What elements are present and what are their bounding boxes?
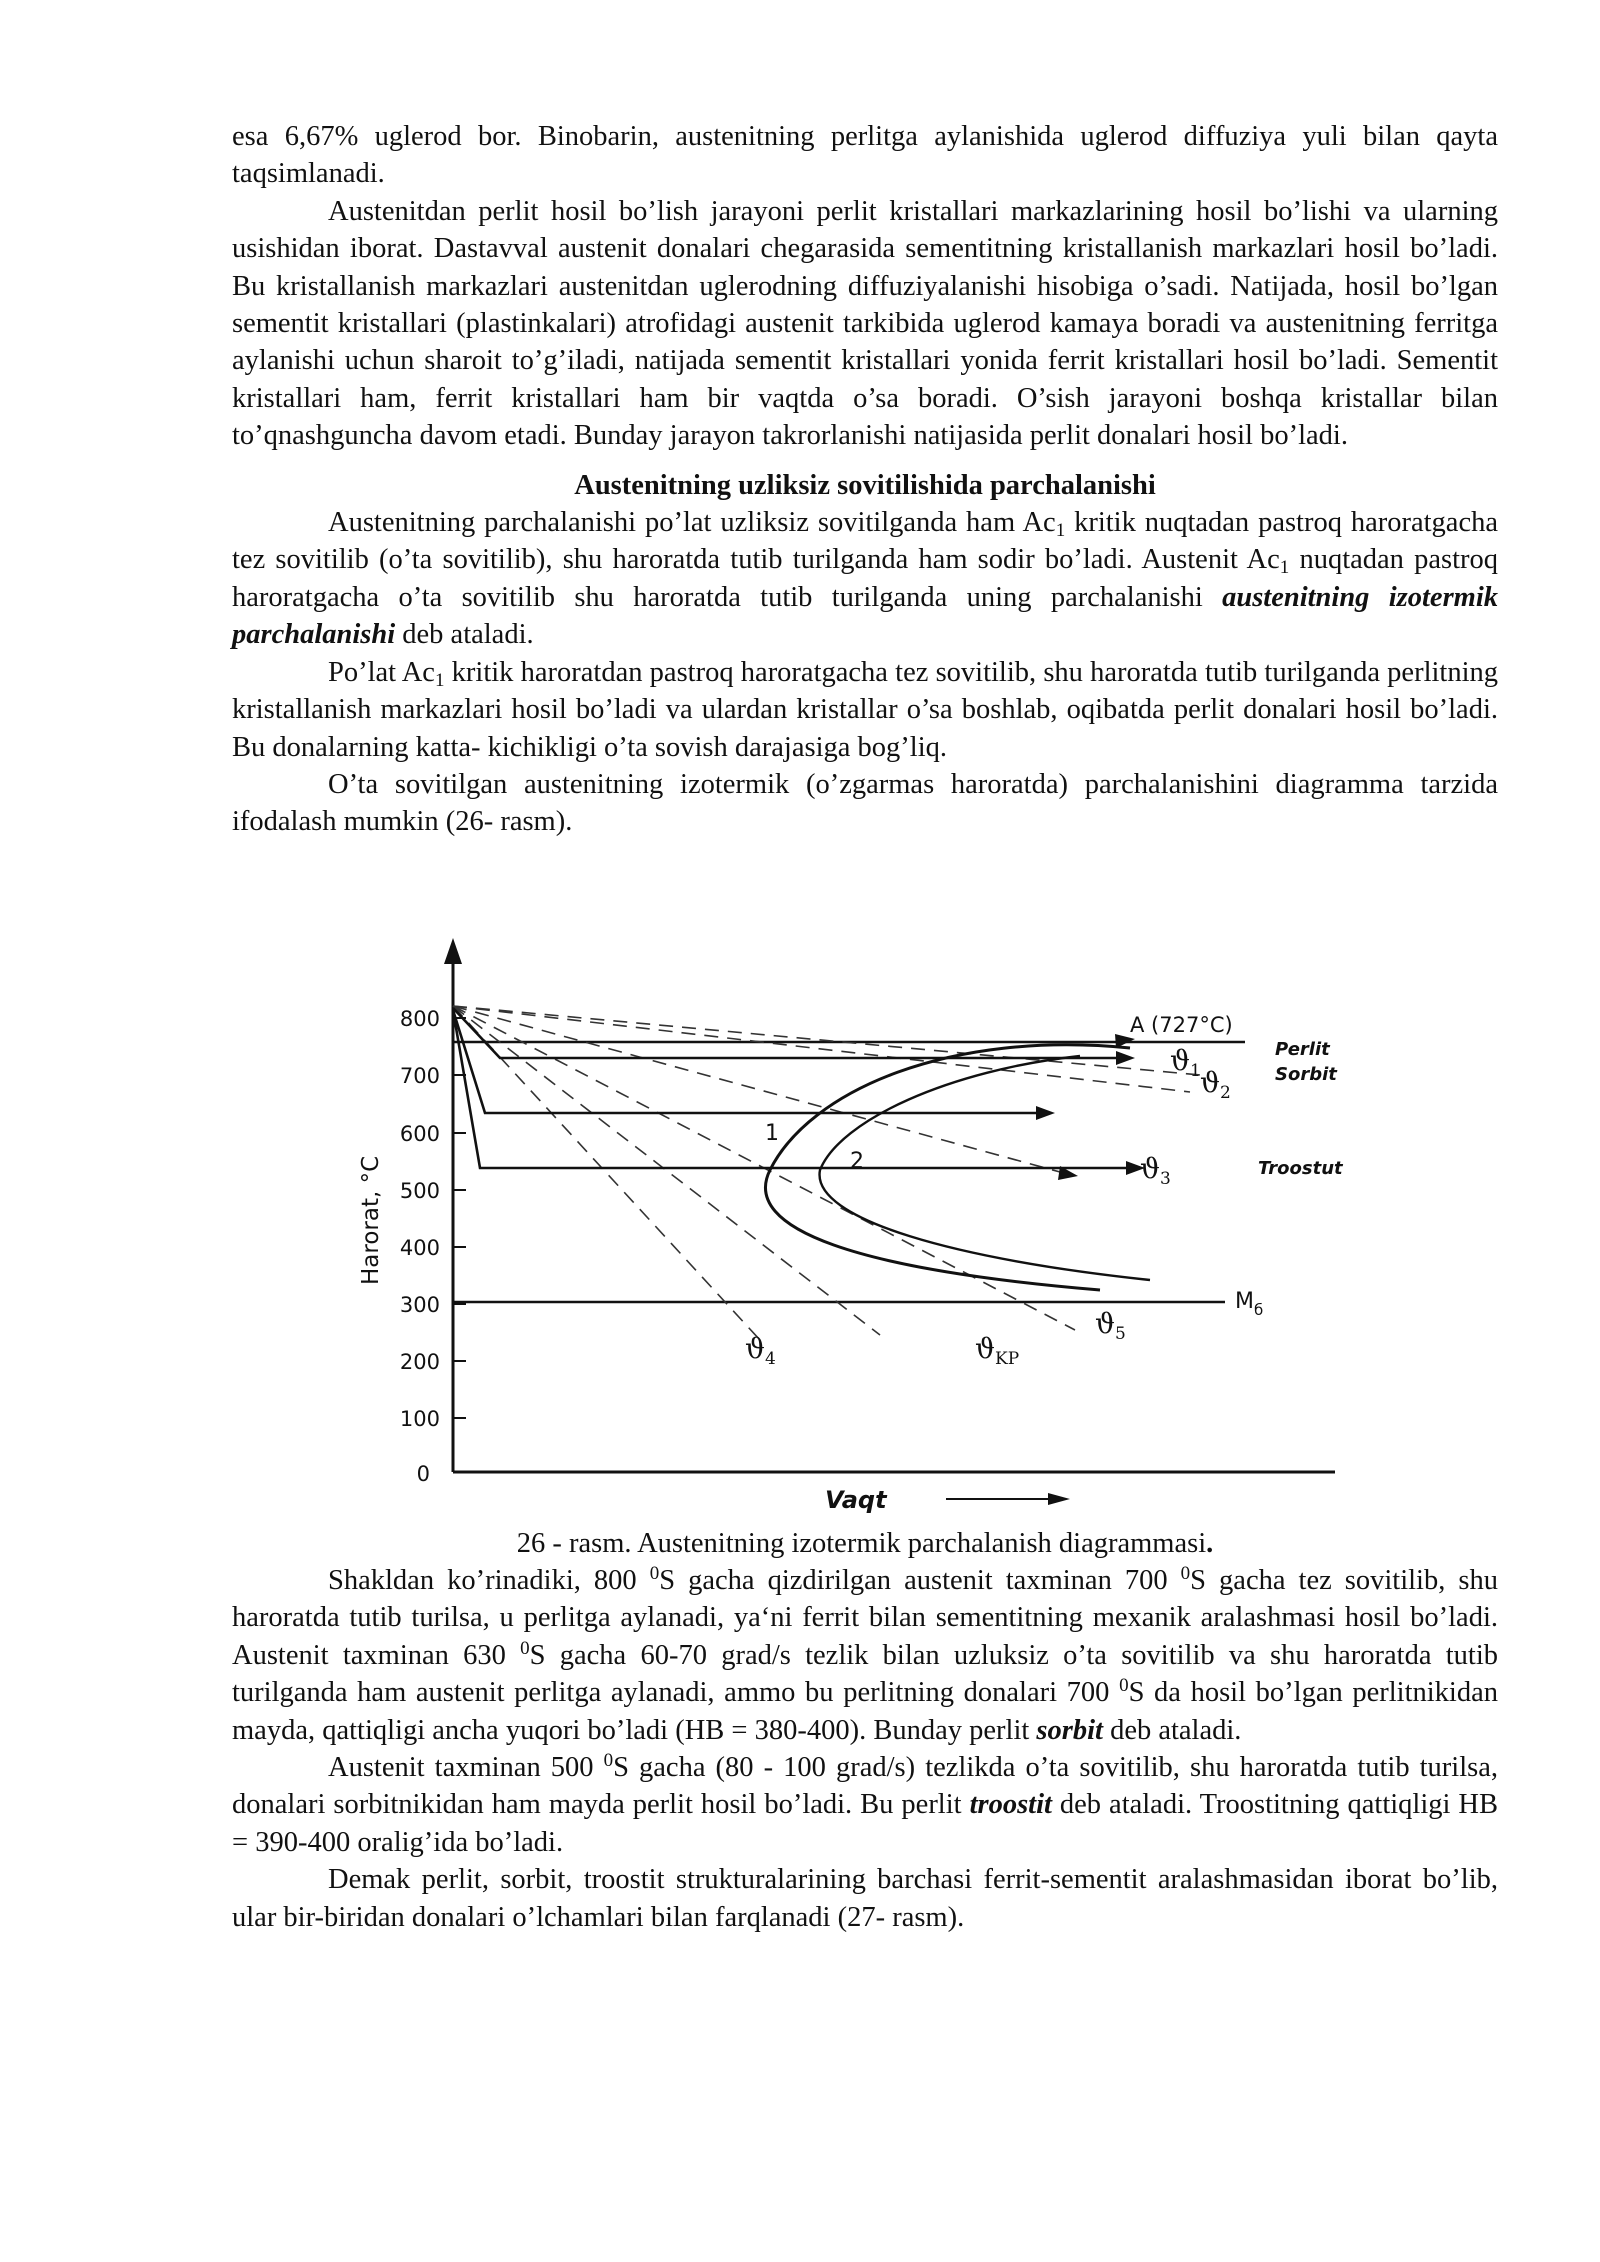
paragraph-7: Austenit taxminan 500 $^0$S gacha (80 - 100 grad/s) tezlikda o’ta sovitilib, shu haroratda tutib turilsa, donalari sorbitnikidan ham mayda perlit hosil bo’ladi. Bu perlit troostit deb ataladi. Troostitning qattiqligi HB = 390-400 oralig’ida bo’ladi. [232,1750,1499,1858]
text-top [232,118,1498,841]
term-troostit: troostit [969,1789,1052,1821]
velocity-labels [745,1044,1231,1369]
tick-700: 700 [399,1064,440,1088]
tick-0: 0 [416,1462,430,1486]
tick-200: 200 [399,1350,440,1374]
v4-label: $ϑ_4$ [745,1332,776,1369]
cooling-paths [453,1008,1130,1168]
y-axis-arrow [444,938,462,964]
y-tick-labels [400,1007,440,1486]
tick-300: 300 [399,1293,440,1317]
paragraph-8: Demak perlit, sorbit, troostit strukturalarining barchasi ferrit-sementit aralashmasidan iborat bo’lib, ular bir-biridan donalari o’lchamlari bilan farqlanadi (27- rasm). [232,1864,1498,1933]
paragraph-5: O’ta sovitilgan austenitning izotermik (o’zgarmas haroratda) parchalanishini diagramma tarzida ifodalash mumkin (26- rasm). [232,768,1498,838]
paragraph-6: Shakldan ko’rinadiki, 800 $^0$S gacha qizdirilgan austenit taxminan 700 $^0$S gacha tez sovitilib, shu haroratda tutib turilsa, u perlitga aylanadi, ya‘ni ferrit bilan sementitning mexanik aralashmasi hosil bo’ladi. Austenit taxminan 630 $^0$S gacha 60-70 grad/s tezlik bilan uzluksiz o’ta sovitilib va shu haroratda tutib turilganda ham austenit perlitga aylanadi, ammo bu perlitning donalari 700 $^0$S da hosil bo’lgan perlitnikidan mayda, qattiqligi ancha yuqori bo’ladi (HB = 380-400). Bunday perlit sorbit deb ataladi. [232,1563,1498,1746]
time-arrow-head [1048,1493,1070,1505]
term-izotermik: austenitning izotermik parchalanishi [232,581,1498,651]
curve-2-label: 2 [850,1149,864,1174]
a1-label: A (727°C) [1130,1013,1233,1037]
term-sorbit: sorbit [1036,1714,1103,1746]
paragraph-2: Austenitdan perlit hosil bo’lish jarayoni perlit kristallari markazlarining hosil bo’lishi va ularning usishidan iborat. Dastavval austenit donalari chegarasida sementitning kristallanish markazlari hosil bo’ladi. Bu kristallanish markazlari austenitdan uglerodning diffuziyalanishi hisobiga o’sadi. Natijada, hosil bo’lgan sementit kristallari (plastinkalari) atrofidagi austenit tarkibida uglerod kamaya boradi va austenitning ferritga aylanishi uchun sharoit to’g’iladi, natijada sementit kristallari yonida ferrit kristallari hosil bo’ladi. Sementit kristallari ham, ferrit kristallari ham bir vaqtda o’sa boradi. O’sish jarayoni boshqa kristallar bilan to’qnashguncha davom etadi. Bunday jarayon takrorlanishi natijasida perlit donalari hosil bo’ladi. [232,195,1498,452]
paragraph-1: esa 6,67% uglerod bor. Binobarin, austenitning perlitga aylanishida uglerod diffuziya yuli bilan qayta taqsimlanadi. [232,121,1498,190]
tick-400: 400 [399,1236,440,1260]
v1-label: $ϑ_1$ [1170,1044,1201,1081]
tick-100: 100 [399,1407,440,1431]
structure-labels [1258,1039,1344,1179]
tick-600: 600 [399,1122,440,1146]
v3-label: $ϑ_3$ [1140,1152,1171,1189]
paragraph-4: Po’lat $Ac_1$ kritik haroratdan pastroq haroratgacha tez sovitilib, shu haroratda tutib turilganda perlitning kristallanish markazlari hosil bo’ladi va ulardan kristallar o’sa boshlab, oqibatda perlit donalari hosil bo’ladi. Bu donalarning katta- kichikligi o’ta sovish darajasiga bog’liq. [232,656,1498,763]
v2-label: $ϑ_2$ [1200,1066,1231,1103]
text-bottom [232,1562,1498,1936]
x-axis-label: Vaqt [825,1486,887,1514]
ms-label: $M_б$ [1235,1289,1264,1319]
perlit-label: Perlit [1275,1039,1330,1060]
path-arrows [1036,1034,1145,1180]
paragraph-3: Austenitning parchalanishi po’lat uzliksiz sovitilganda ham $Ac_1$ kritik nuqtadan pastroq haroratgacha tez sovitilib (o’ta sovitilib), shu haroratda tutib turilganda ham sodir bo’ladi. Austenit $Ac_1$ nuqtadan pastroq haroratgacha o’ta sovitilib shu haroratda tutib turilganda uning parchalanishi austenitning izotermik parchalanishi deb ataladi. [232,507,1499,651]
sorbit-label: Sorbit [1275,1064,1337,1085]
section-heading: Austenitning uzliksiz sovitilishida parchalanishi [574,469,1156,501]
ttt-diagram [340,930,1360,1520]
tick-800: 800 [399,1007,440,1031]
vkp-label: $ϑ_{KP}$ [975,1332,1020,1369]
tick-500: 500 [399,1179,440,1203]
v5-label: $ϑ_5$ [1095,1307,1126,1344]
y-axis-label: Harorat, °C [358,1155,384,1285]
curve-1-label: 1 [765,1121,779,1146]
troostit-label: Troostut [1258,1158,1343,1179]
figure-caption: 26 - rasm. Austenitning izotermik parchalanish diagrammasi. [516,1528,1214,1559]
